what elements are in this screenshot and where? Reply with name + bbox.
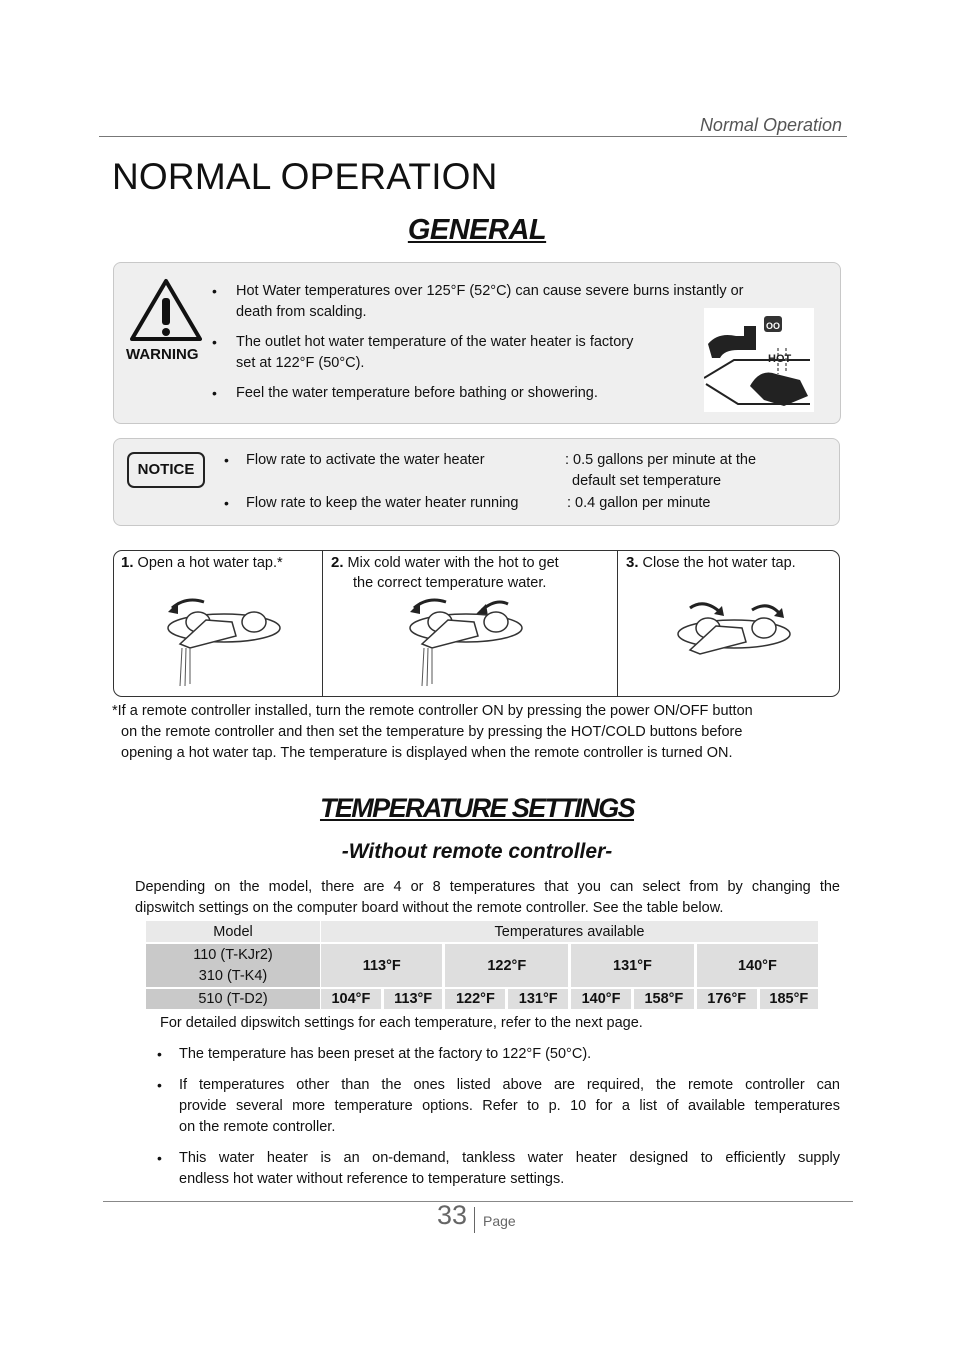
temp-cell: 122°F (445, 987, 508, 1009)
temperature-settings-heading: TEMPERATURE SETTINGS (319, 793, 635, 823)
header-model: Model (146, 921, 321, 942)
temp-cell: 122°F (445, 942, 571, 987)
table-row (146, 987, 818, 1009)
notice-item-1: Flow rate to activate the water heater (246, 452, 485, 468)
step-divider (617, 550, 618, 697)
footnote-line-3: opening a hot water tap. The temperature is displayed when the remote controller is turned ON. (121, 745, 733, 761)
warning-item-1-cont: death from scalding. (236, 304, 367, 320)
temp-cell: 185°F (760, 987, 818, 1009)
notice-value-1-cont: default set temperature (572, 473, 722, 489)
bullet-dot: • (212, 334, 217, 350)
bullet-dot: • (212, 385, 217, 401)
footnote-line-2: on the remote controller and then set the temperature by pressing the HOT/COLD buttons before (121, 724, 743, 740)
temp-cell: 104°F (321, 987, 384, 1009)
warning-item-2: The outlet hot water temperature of the water heater is factory (236, 334, 634, 350)
bullet-dot: • (212, 283, 217, 299)
temp-cell: 176°F (697, 987, 760, 1009)
model-name: 110 (T-KJr2) (193, 946, 273, 963)
page-number: 33 (437, 1200, 468, 1230)
page-divider (474, 1207, 475, 1233)
intro-line-2: dipswitch settings on the computer board without the remote controller. See the table below. (135, 900, 724, 916)
bullet-1-line-1: The temperature has been preset at the factory to 122°F (50°C). (179, 1046, 592, 1062)
notice-label: NOTICE (127, 452, 205, 488)
tap-mix-illustration (404, 592, 528, 688)
temp-cell: 140°F (697, 942, 818, 987)
bullet-2-line-1: If temperatures other than the ones listed above are required, the remote controller can (179, 1077, 840, 1093)
temperature-table (146, 921, 818, 1009)
step-number: 3. (626, 554, 639, 571)
step-2-text-cont: the correct temperature water. (353, 575, 547, 591)
step-2-text (331, 552, 559, 574)
hot-label: HOT (768, 353, 792, 365)
bullet-3-line-2: endless hot water without reference to temperature settings. (179, 1171, 565, 1187)
step-divider (322, 550, 323, 697)
bullet-dot: • (157, 1150, 162, 1166)
model-cell (146, 942, 321, 987)
step-text: Mix cold water with the hot to get (347, 555, 559, 571)
notice-item-2: Flow rate to keep the water heater running (246, 495, 519, 511)
bullet-dot: • (224, 452, 229, 468)
intro-line-1: Depending on the model, there are 4 or 8 temperatures that you can select from by changing the (135, 879, 840, 895)
general-heading: GENERAL (407, 214, 547, 246)
without-remote-subheading: -Without remote controller- (341, 840, 613, 863)
temp-cell: 140°F (571, 987, 634, 1009)
step-number: 1. (121, 554, 134, 571)
header-temperatures: Temperatures available (321, 921, 818, 942)
tap-close-illustration (672, 598, 796, 664)
svg-text:OO: OO (766, 321, 781, 331)
bullet-3-line-1: This water heater is an on-demand, tankless water heater designed to efficiently supply (179, 1150, 840, 1166)
notice-value-2: : 0.4 gallon per minute (567, 495, 711, 511)
bullet-2-line-3: on the remote controller. (179, 1119, 336, 1135)
step-number: 2. (331, 554, 344, 571)
step-text: Close the hot water tap. (642, 555, 796, 571)
table-row (146, 942, 818, 987)
footnote-line-1: *If a remote controller installed, turn the remote controller ON by pressing the power ON/OFF button (112, 703, 753, 719)
step-3-text (626, 552, 796, 574)
warning-item-3: Feel the water temperature before bathing or showering. (236, 385, 598, 401)
hot-tap-illustration (704, 308, 814, 412)
temp-cell: 131°F (571, 942, 697, 987)
page-word: Page (483, 1213, 516, 1229)
model-cell: 510 (T-D2) (146, 987, 321, 1009)
temp-cell: 113°F (321, 942, 445, 987)
step-text: Open a hot water tap.* (137, 555, 283, 571)
warning-item-1: Hot Water temperatures over 125°F (52°C) can cause severe burns instantly or (236, 283, 744, 299)
header-rule (99, 136, 847, 137)
warning-triangle-icon (130, 278, 202, 342)
table-note: For detailed dipswitch settings for each temperature, refer to the next page. (160, 1015, 643, 1031)
bullet-dot: • (157, 1046, 162, 1062)
page-title: NORMAL OPERATION (112, 156, 498, 197)
running-header: Normal Operation (699, 115, 842, 135)
bullet-dot: • (224, 495, 229, 511)
model-name: 310 (T-K4) (198, 967, 268, 984)
temp-cell: 113°F (384, 987, 446, 1009)
warning-item-2-cont: set at 122°F (50°C). (236, 355, 365, 371)
bullet-2-line-2: provide several more temperature options. Refer to p. 10 for a list of available temperatures (179, 1098, 840, 1114)
temp-cell: 158°F (634, 987, 697, 1009)
tap-open-hot-illustration (162, 592, 286, 688)
notice-value-1: : 0.5 gallons per minute at the (565, 452, 757, 468)
step-1-text (121, 552, 283, 574)
table-header-row (146, 921, 818, 942)
bullet-dot: • (157, 1077, 162, 1093)
temp-cell: 131°F (508, 987, 571, 1009)
footer-rule (103, 1201, 853, 1202)
warning-label: WARNING (126, 346, 199, 363)
